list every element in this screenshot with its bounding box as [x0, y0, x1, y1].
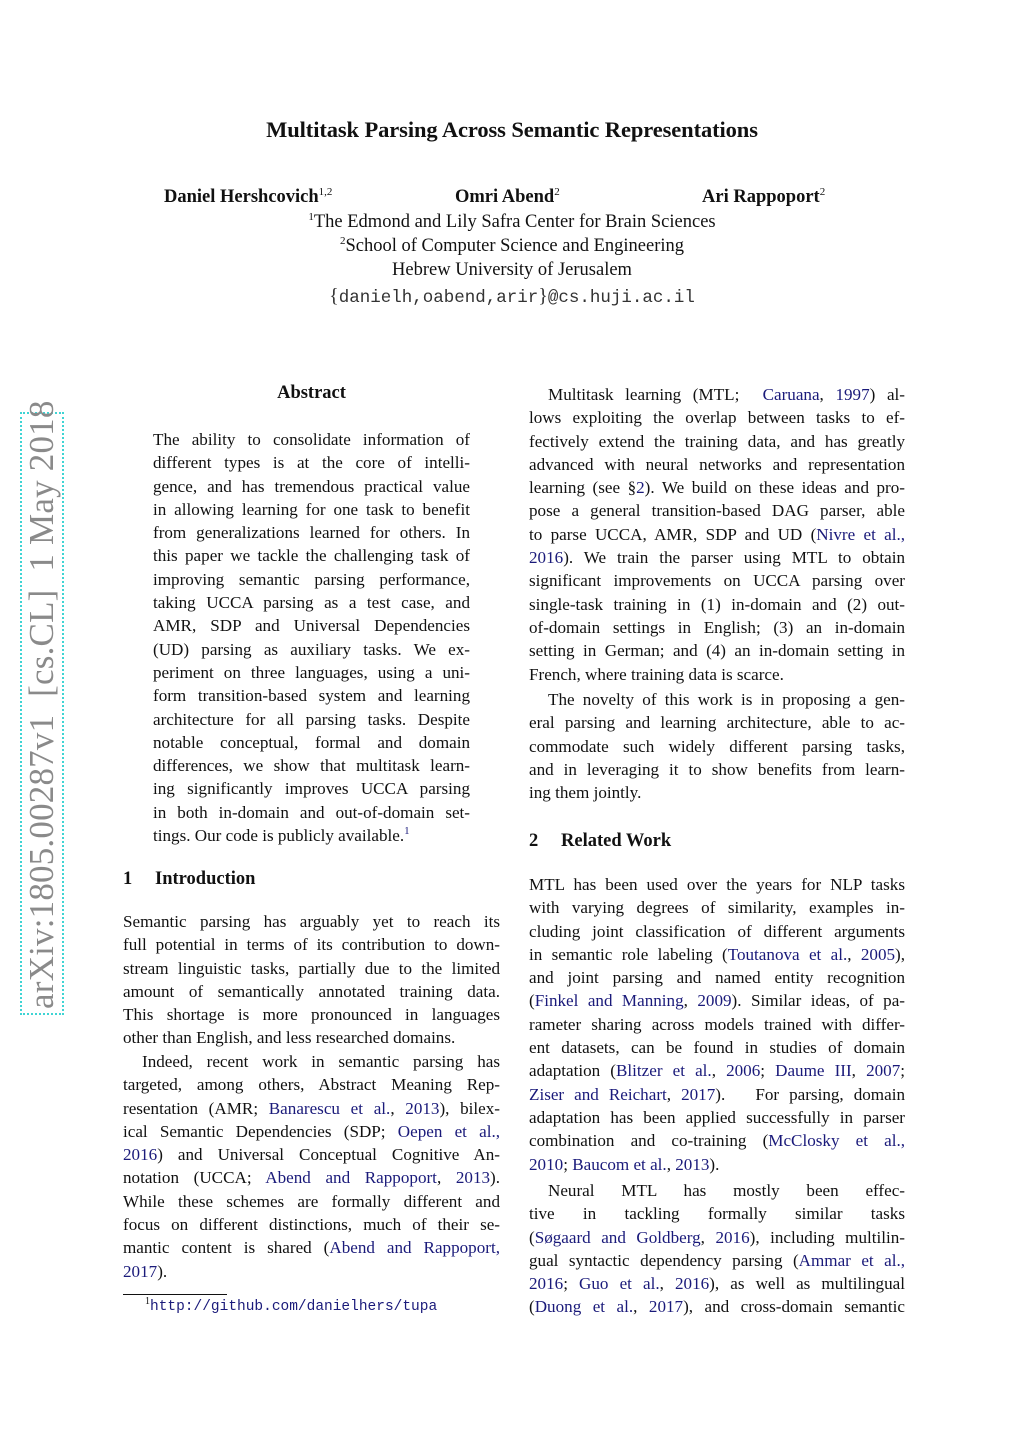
text: learning (see §	[529, 478, 637, 498]
citation-link[interactable]: Caruana	[762, 385, 820, 404]
text: ,	[666, 1084, 682, 1104]
text: ,	[700, 1227, 716, 1247]
brace-close: }	[538, 285, 548, 307]
footnote-url-link[interactable]: http://github.com/danielhers/tupa	[150, 1299, 438, 1315]
text: ,	[390, 1098, 406, 1118]
text-line: stream linguistic tasks, partially due to the limited	[123, 958, 500, 978]
text: ical Semantic Dependencies (SDP;	[123, 1121, 398, 1141]
text-line	[529, 989, 905, 1012]
text-line: gence, and has tremendous practical value	[153, 476, 470, 496]
affiliation-1	[0, 212, 1024, 233]
text-line: advanced with neural networks and representation	[529, 454, 905, 474]
citation-year-link[interactable]: 2006	[726, 1061, 761, 1081]
text-line: Neural MTL has mostly been effec-	[548, 1181, 905, 1200]
text-line: notable conceptual, formal and domain	[153, 732, 470, 752]
citation-year-link[interactable]: 1997	[835, 385, 870, 404]
citation-year-link[interactable]: 2013	[405, 1098, 440, 1118]
abstract-body	[153, 428, 470, 847]
footnote-ref[interactable]: 1	[404, 825, 410, 838]
citation-link[interactable]: Abend and Rappoport	[265, 1168, 437, 1188]
text: ).	[490, 1168, 500, 1188]
text-line: (UD) parsing as auxiliary tasks. We ex-	[153, 639, 470, 659]
citation-link[interactable]: Finkel and Manning	[534, 991, 684, 1011]
text: gual syntactic dependency parsing (	[529, 1250, 799, 1270]
text-line: setting in German; and (4) an in-domain setting in	[529, 641, 905, 661]
intro-paragraph-1	[123, 910, 500, 1050]
text: ). Similar ideas, of pa-	[731, 991, 906, 1011]
text: ), bilex-	[439, 1098, 500, 1118]
intro-paragraph-right-1	[529, 383, 905, 686]
text: notation (UCCA;	[123, 1168, 266, 1188]
text: ). We build on these ideas and pro-	[644, 478, 905, 498]
text-line: single-task training in (1) in-domain and (2) out-	[529, 594, 905, 614]
text: ,	[847, 944, 861, 964]
text-line: adaptation has been applied successfully in parser	[529, 1107, 905, 1127]
text: ,	[711, 1061, 727, 1081]
citation-year-link[interactable]: 2005	[860, 944, 896, 964]
section-number: 2	[529, 831, 539, 851]
author-affil-mark: 2	[819, 186, 826, 198]
text-line: different types is at the core of intelli-	[153, 453, 470, 473]
text: Multitask learning (MTL;	[548, 385, 763, 404]
citation-link[interactable]: McClosky et al.,	[768, 1131, 906, 1151]
section-title: Introduction	[155, 869, 256, 889]
text-line: improving semantic parsing performance,	[153, 569, 470, 589]
text: in semantic role labeling (	[529, 944, 728, 964]
citation-link[interactable]: Blitzer et al.	[616, 1061, 712, 1081]
text-line: French, where training data is scarce.	[529, 664, 784, 684]
text: combination and co-training (	[529, 1131, 769, 1151]
text-line	[123, 1166, 500, 1189]
citation-link[interactable]: Toutanova et al.	[727, 944, 848, 964]
author-1	[164, 187, 332, 208]
text-line: targeted, among others, Abstract Meaning Rep-	[123, 1075, 500, 1095]
text-line: this paper we tackle the challenging task of	[153, 546, 470, 566]
text: ,	[851, 1061, 867, 1081]
affiliation-2	[0, 236, 1024, 257]
intro-paragraph-2	[123, 1050, 500, 1283]
text-line	[529, 1272, 905, 1295]
text: ) and Universal Conceptual Cognitive An-	[157, 1145, 500, 1165]
text: (	[529, 1227, 535, 1247]
text: ,	[436, 1168, 456, 1188]
citation-year-link[interactable]: 2013	[675, 1154, 710, 1174]
citation-year-link[interactable]: 2016	[674, 1274, 710, 1294]
text-line: and in leveraging it to show benefits from learn-	[529, 759, 905, 779]
text-line: Indeed, recent work in semantic parsing has	[142, 1052, 500, 1071]
citation-year-link[interactable]: 2016	[529, 548, 564, 568]
citation-year-link[interactable]: 2017	[648, 1297, 684, 1317]
citation-year-link[interactable]: 2009	[697, 991, 732, 1011]
text-line	[529, 1249, 905, 1272]
citation-link[interactable]: Søgaard and Goldberg	[534, 1227, 701, 1247]
citation-year-link[interactable]: 2016	[123, 1145, 158, 1165]
intro-paragraph-right-2	[529, 688, 905, 804]
text: to parse UCCA, AMR, SDP and UD (	[529, 524, 817, 544]
text-line	[123, 1120, 500, 1143]
text-line: focus on different distinctions, much of their se-	[123, 1215, 500, 1235]
author-emails	[0, 285, 1024, 308]
text-line	[529, 1129, 905, 1152]
text-line: ing significantly improves UCCA parsing	[153, 779, 470, 799]
text-line: rameter sharing across models trained with differ-	[529, 1014, 905, 1034]
citation-year-link[interactable]: 2007	[866, 1061, 901, 1081]
section-ref-link[interactable]: 2	[636, 478, 645, 498]
text-line	[529, 383, 905, 406]
text-line: fectively extend the training data, and has greatly	[529, 431, 905, 451]
text: ,	[819, 385, 836, 404]
section-1-heading	[123, 869, 500, 890]
text: (	[529, 1297, 535, 1317]
text-line: AMR, SDP and Universal Dependencies	[153, 616, 470, 636]
affil-mark: 1	[308, 211, 314, 223]
text-line: This shortage is more pronounced in languages	[123, 1005, 500, 1025]
author-name: Omri Abend	[455, 187, 555, 207]
affil-text: School of Computer Science and Engineering	[345, 236, 685, 256]
citation-year-link[interactable]: 2016	[715, 1227, 750, 1247]
affil-text: Hebrew University of Jerusalem	[392, 260, 632, 280]
footnote-rule	[123, 1294, 227, 1295]
text-line	[529, 546, 905, 569]
section-number: 1	[123, 869, 133, 889]
text-line: periment on three languages, using a uni-	[153, 662, 470, 682]
affil-mark: 2	[339, 235, 346, 247]
citation-link[interactable]: Nivre et al.,	[816, 524, 905, 544]
text-line: While these schemes are formally different and	[123, 1191, 500, 1211]
text: ;	[900, 1061, 905, 1081]
text-line: MTL has been used over the years for NLP tasks	[529, 875, 905, 894]
citation-link[interactable]: Duong et al.	[534, 1297, 634, 1317]
citation-link[interactable]: Daume III	[775, 1061, 852, 1081]
section-2-heading	[529, 831, 905, 852]
citation-year-link[interactable]: 2017	[123, 1261, 158, 1281]
text: ,	[633, 1297, 649, 1317]
text: ),	[895, 944, 905, 964]
author-affil-mark: 1,2	[318, 186, 333, 198]
text: ;	[563, 1274, 580, 1294]
citation-link[interactable]: Ziser and Reichart	[529, 1084, 667, 1104]
text-line	[529, 1083, 905, 1106]
text-line	[529, 523, 905, 546]
text-line: commodate such widely different parsing tasks,	[529, 736, 905, 756]
author-name: Daniel Hershcovich	[164, 187, 319, 207]
text: ), as well as multilingual	[709, 1274, 905, 1294]
email-names: danielh,oabend,arir	[338, 288, 539, 308]
text-line: pose a general transition-based DAG parser, able	[529, 501, 905, 521]
affil-text: The Edmond and Lily Safra Center for Brain Sciences	[313, 212, 716, 232]
abstract-last-line	[153, 824, 470, 847]
text: ;	[563, 1154, 573, 1174]
text-line: in both in-domain and out-of-domain set-	[153, 802, 470, 822]
text-line: form transition-based system and learning	[153, 686, 470, 706]
text-line: with varying degrees of similarity, examples in-	[529, 898, 905, 918]
text-line: Semantic parsing has arguably yet to reach its	[123, 912, 500, 931]
footnote	[145, 1298, 437, 1315]
citation-link[interactable]: Abend and Rappoport,	[329, 1238, 500, 1258]
text: adaptation (	[529, 1061, 616, 1081]
text: ).	[709, 1154, 720, 1174]
citation-link[interactable]: Guo et al.	[579, 1274, 660, 1294]
email-domain: @cs.huji.ac.il	[547, 288, 695, 308]
text-line: eral parsing and learning architecture, able to ac-	[529, 713, 905, 733]
text-line: significant improvements on UCCA parsing over	[529, 571, 905, 591]
author-name: Ari Rappoport	[702, 187, 820, 207]
arxiv-stamp: arXiv:1805.00287v1 [cs.CL] 1 May 2018	[22, 400, 61, 1009]
author-3	[702, 187, 825, 208]
text: ), including multilin-	[749, 1227, 905, 1247]
citation-link[interactable]: Baucom et al.	[572, 1154, 667, 1174]
citation-year-link[interactable]: 2016	[529, 1274, 564, 1294]
text-line: ing them jointly.	[529, 783, 642, 803]
abstract-text: tings. Our code is publicly available.	[153, 826, 405, 846]
related-paragraph-2	[529, 1179, 905, 1319]
text: ). For parsing, domain	[715, 1084, 905, 1104]
paper-title: Multitask Parsing Across Semantic Representations	[266, 117, 758, 142]
section-title: Related Work	[561, 831, 672, 851]
author-2	[455, 187, 560, 208]
text-line: taking UCCA parsing as a test case, and	[153, 593, 470, 613]
text-line: other than English, and less researched domains.	[123, 1028, 456, 1048]
text-line	[123, 1260, 500, 1283]
text-line: The novelty of this work is in proposing a gen-	[548, 690, 905, 709]
author-affil-mark: 2	[554, 186, 560, 198]
text-line: tive in tackling formally similar tasks	[529, 1204, 905, 1224]
text: ). We train the parser using MTL to obtain	[563, 548, 905, 568]
text-line: from generalizations learned for others. In	[153, 523, 470, 543]
citation-link[interactable]: Banarescu et al.	[268, 1098, 391, 1118]
text-line	[529, 943, 905, 966]
text-line: amount of semantically annotated training data.	[123, 981, 500, 1001]
related-paragraph-1	[529, 873, 905, 1176]
text-line: cluding joint classification of different arguments	[529, 921, 905, 941]
text-line	[529, 1295, 905, 1318]
text: ,	[659, 1274, 675, 1294]
text: ) al-	[869, 385, 905, 404]
text-line	[123, 1236, 500, 1259]
text-line: ent datasets, can be found in studies of domain	[529, 1038, 905, 1058]
text-line: of-domain settings in English; (3) an in-domain	[529, 617, 905, 637]
citation-year-link[interactable]: 2013	[455, 1168, 491, 1188]
citation-link[interactable]: Ammar et al.,	[798, 1250, 906, 1270]
text: ).	[157, 1261, 168, 1281]
text: ;	[760, 1061, 776, 1081]
text-line	[529, 1226, 905, 1249]
text: ,	[683, 991, 698, 1011]
text-line	[123, 1097, 500, 1120]
text: (	[529, 991, 535, 1011]
affiliation-3	[0, 260, 1024, 281]
text-line: and joint parsing and named entity recognition	[529, 968, 905, 988]
footnote-mark: 1	[145, 1296, 150, 1307]
text: mantic content is shared (	[123, 1238, 330, 1258]
text: ,	[666, 1154, 676, 1174]
text: resentation (AMR;	[123, 1098, 269, 1118]
text-line: The ability to consolidate information of	[153, 430, 470, 449]
brace-open: {	[329, 285, 339, 307]
text-line: architecture for all parsing tasks. Despite	[153, 709, 470, 729]
text-line	[529, 476, 905, 499]
text-line	[529, 1153, 905, 1176]
text-line: differences, we show that multitask learn-	[153, 756, 470, 776]
citation-year-link[interactable]: 2017	[681, 1084, 716, 1104]
text: ), and cross-domain semantic	[683, 1297, 905, 1317]
text-line	[529, 1059, 905, 1082]
citation-link[interactable]: Oepen et al.,	[397, 1121, 500, 1141]
text-line: full potential in terms of its contribution to down-	[123, 935, 500, 955]
text-line: in allowing learning for one task to benefit	[153, 499, 470, 519]
text-line: lows exploiting the overlap between tasks to ef-	[529, 408, 905, 428]
abstract-heading: Abstract	[277, 383, 346, 403]
text-line	[123, 1143, 500, 1166]
citation-year-link[interactable]: 2010	[529, 1154, 564, 1174]
